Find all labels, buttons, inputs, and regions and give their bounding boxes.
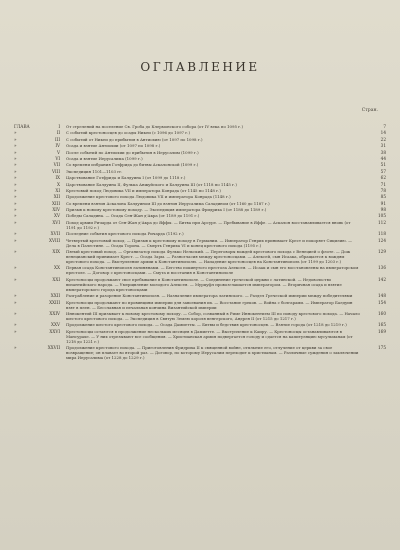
chapter-label: »	[14, 143, 17, 149]
page-number: 57	[380, 168, 386, 174]
chapter-number: XV	[53, 213, 60, 219]
chapter-title: Со времени взятия Аскалона Балдуином III до взятия Иерусалима Саладином (от 1160 до 1187 г.)	[66, 200, 270, 206]
toc-entry	[14, 130, 386, 135]
chapter-title: Четвертый крестовый поход. — Призыв к крестовому походу в Германии. — Император Генрих принимает Крест и покоряет Сицилию. — Дела в Палестине. — Осада Торона. — Смерть Генриха VI и конец крестового похода (1195 г.)	[66, 237, 352, 248]
toc-entry	[14, 124, 386, 129]
chapter-number: XIV	[52, 207, 60, 213]
chapter-title: Первая осада Константинополя латинянами. — Бегство покинутого престола Алексея. — Исаак и сын его восстановлены на императорском престоле. — Договор с крестоносцами. — Смута и восстания в Константинополе	[66, 265, 359, 276]
toc-entry	[14, 293, 386, 298]
chapter-title: Призыв к новому крестовому походу. — Экспедиция императора Фридриха I (от 1188 до 1189 г.)	[66, 207, 267, 213]
chapter-title: Осада и взятие Антиохии (от 1097 по 1098 г.)	[66, 143, 161, 149]
chapter-number: XVII	[50, 231, 60, 237]
chapter-title: После событий по Антиохии до прибытия в Иерусалим (1099 г.)	[66, 149, 199, 155]
chapter-label: »	[14, 265, 17, 271]
chapter-number: XX	[54, 265, 60, 271]
chapter-label: »	[14, 322, 17, 328]
page-number: 85	[380, 194, 386, 200]
chapter-number: XXVII	[47, 345, 60, 351]
chapter-label: »	[14, 130, 17, 136]
chapter-number: VII	[53, 162, 60, 168]
chapter-label: »	[14, 219, 17, 225]
chapter-number: XXVI	[49, 328, 60, 334]
page-number: 129	[378, 249, 386, 255]
toc-entry	[14, 345, 386, 360]
page-number: 142	[378, 276, 386, 282]
toc-entry	[14, 238, 386, 248]
page-number: 169	[378, 328, 386, 334]
chapter-label: »	[14, 299, 17, 305]
chapter-number: XXIII	[49, 299, 60, 305]
page-number: 136	[378, 265, 386, 271]
chapter-label: »	[14, 293, 17, 299]
toc-entry	[14, 201, 386, 206]
chapter-title: Крестоносцы продолжают по провинциям империи для завоевания их. — Восстание греков. — Война с болгарами. — Император Балдуин взят в плен. — Бесславная и печальная кончина Византийской империи	[66, 299, 353, 310]
chapter-title: Продолжение шестого крестового похода. — Осада Дамиетты. — Битвы и бедствия крестоносцев. — Взятие города (от 1218 до 1219 г.)	[66, 322, 347, 328]
page-number: 175	[378, 345, 386, 351]
page-number: 62	[380, 175, 386, 181]
chapter-label: »	[14, 194, 17, 200]
page-title: ОГЛАВЛЕНИЕ	[140, 60, 260, 74]
toc-entry	[14, 137, 386, 142]
page-number: 154	[378, 299, 386, 305]
chapter-number: XII	[53, 194, 60, 200]
toc-entry	[14, 182, 386, 187]
chapter-number: XXIV	[49, 310, 60, 316]
chapter-number: X	[57, 181, 60, 187]
toc-entry	[14, 249, 386, 264]
page-number: 160	[378, 310, 386, 316]
toc-entry	[14, 322, 386, 327]
chapter-label: »	[14, 175, 17, 181]
chapter-number: XXI	[52, 276, 60, 282]
page-number: 14	[380, 130, 386, 136]
chapter-label: »	[14, 200, 17, 206]
chapter-label: »	[14, 237, 17, 243]
chapter-label: »	[14, 168, 17, 174]
page-number: 51	[380, 162, 386, 168]
chapter-label: »	[14, 207, 17, 213]
chapter-title: Последние события крестового похода Ричарда (1192 г.)	[66, 231, 184, 237]
chapter-number: XVIII	[49, 237, 60, 243]
page-number: 105	[378, 213, 386, 219]
chapter-label: »	[14, 149, 17, 155]
chapter-label: »	[14, 231, 17, 237]
chapter-title: С событий крестоносцев до осады Никеи (с 1096 до 1097 г.)	[66, 130, 191, 136]
toc-entry	[14, 143, 386, 148]
page-number: 112	[378, 219, 386, 225]
toc-entry	[14, 207, 386, 212]
chapter-number: V	[56, 149, 60, 155]
chapter-label: »	[14, 181, 17, 187]
toc-entry	[14, 300, 386, 310]
chapter-title: С событий от Никеи до прибытия в Антиохию (от 1097 по 1098 г.)	[66, 136, 203, 142]
chapter-title: Царствование Готфрида и Балдуина I (от 1099 до 1118 г.)	[66, 175, 186, 181]
chapter-number: IV	[55, 143, 60, 149]
page-number: 98	[380, 207, 386, 213]
toc-entry	[14, 175, 386, 180]
chapter-title: Экспедиция 1101—1103 гг.	[66, 168, 123, 174]
toc-entry	[14, 277, 386, 292]
chapter-number: XIX	[52, 249, 60, 255]
chapter-label: »	[14, 328, 17, 334]
chapter-number: XIII	[52, 200, 60, 206]
chapter-number: IX	[55, 175, 60, 181]
chapter-number: II	[56, 130, 60, 136]
chapter-label: »	[14, 276, 17, 282]
toc-entry	[14, 265, 386, 275]
chapter-title: Иннокентий III призывает к новому крестовому походу. — Собор, созванный в Риме Иннокентием III по поводу крестового похода. — Начало шестого крестового похода. — Экспедиция в Святую Землю короля венгерского, Андрея II (от 1215 до 1217 г.)	[66, 310, 360, 321]
page-column-label: Стран.	[361, 108, 378, 113]
chapter-label: »	[14, 249, 17, 255]
page-number: 118	[378, 231, 386, 237]
chapter-label: »	[14, 136, 17, 142]
chapter-label: »	[14, 187, 17, 193]
page-number: 78	[380, 187, 386, 193]
page-number: 124	[378, 237, 386, 243]
toc-entry	[14, 311, 386, 321]
toc-entry	[14, 194, 386, 199]
chapter-label: »	[14, 213, 17, 219]
toc-entry	[14, 156, 386, 161]
page-number: 31	[380, 143, 386, 149]
toc-entry	[14, 169, 386, 174]
page-number: 22	[380, 136, 386, 142]
chapter-title: От стрелений на поселение Св. Гроба до Клермонского собора (от IV века по 1095 г.)	[66, 124, 243, 129]
chapter-number: XXV	[51, 322, 60, 328]
table-of-contents	[14, 124, 386, 362]
chapter-label: »	[14, 345, 17, 351]
chapter-title: Продолжение крестового похода. — Приготовления Фридриха II к священной войне, отплытие его, отлучение от церкви за свое возвращение; он плавает во второй раз. — Договор, по которому Иерусалим переходит к христианам. — Различные суждения о заключении мира Иерусалима (от 1228 до 1229 г.)	[66, 345, 359, 361]
chapter-title: Крестоносцы остаются в продолжение нескольких месяцев в Дамиетте. — Выступление к Каиру. — Крестоносцы останавливаются в Мансурахе. — У них отрезывают все сообщения. — Христианская армия подвергается голоду и сдается на капитуляцию мусульманам (от 1218 до 1221 г.)	[66, 328, 353, 344]
chapter-title: Разграбление и разорение Константинополя. — Назначение императора латинского. — Раздел Греческой империи между победителями	[66, 293, 353, 299]
toc-entry	[14, 162, 386, 167]
toc-entry	[14, 188, 386, 193]
chapter-title: Крестоносцы продолжают свое пребывание в Константинополе. — Соединение греческой церкви с латинской. — Недовольство византийского народа. — Умерщвление молодого Алексея. — Мурцуфл провозглашается императором. — Вторичная осада и взятие императорского города крестоносцами	[66, 276, 342, 292]
chapter-title: Пятый крестовый поход. — Организатор похода Фулько Нельский. — Переговоры вождей крестового похода с Венецией о флоте. — Дож венецианский принимает Крест. — Осада Зары. — Разногласия между крестоносцами. — Алексей, сын Исаака, обращается к вождям крестового похода. — Выступление армии к Константинополю. — Нападение крестоносцев на Константинополь (от 1199 до 1203 г.)	[66, 249, 351, 265]
page-number: 71	[380, 181, 386, 187]
page-number: 7	[383, 124, 386, 129]
toc-entry	[14, 231, 386, 236]
chapter-title: Победы Саладина. — Осада Сен-Жан д'Акра (от 1189 до 1191 г.)	[66, 213, 200, 219]
chapter-number: VI	[55, 155, 60, 161]
toc-entry	[14, 150, 386, 155]
toc-entry	[14, 213, 386, 218]
page-number: 165	[378, 322, 386, 328]
page-number: 38	[380, 149, 386, 155]
chapter-number: XVI	[52, 219, 60, 225]
chapter-title: Крестовый поход Людовика VII и императора Конрада (от 1145 по 1148 г.)	[66, 187, 221, 193]
chapter-title: Осада и взятие Иерусалима (1099 г.)	[66, 155, 143, 161]
chapter-title: Продолжение крестового похода Людовика VII и императора Конрада (1148 г.)	[66, 194, 231, 200]
page-number: 91	[380, 200, 386, 206]
chapter-label: »	[14, 310, 17, 316]
toc-entry	[14, 220, 386, 230]
chapter-label: »	[14, 155, 17, 161]
chapter-number: XI	[55, 187, 60, 193]
chapter-title: Со времени избрания Готфрида до битвы Аскалонской (1099 г.)	[66, 162, 199, 168]
chapter-number: XXII	[50, 293, 60, 299]
chapter-title: Царствование Балдуина II, Фулька Анжуйского и Балдуина III (от 1118 по 1145 г.)	[66, 181, 237, 187]
chapter-label: ГЛАВА	[14, 124, 30, 129]
toc-entry	[14, 329, 386, 344]
page-number: 148	[378, 293, 386, 299]
chapter-number: VIII	[52, 168, 60, 174]
page-number: 44	[380, 155, 386, 161]
chapter-number: III	[55, 136, 60, 142]
chapter-label: »	[14, 162, 17, 168]
chapter-number: I	[58, 124, 60, 129]
chapter-title: Поход армии Ричарда от Сен-Жан д'Акра до Яффы. — Битва при Арсуре. — Пребывание в Яффе. — Аскалон восстанавливается вновь (от 1191 до 1192 г.)	[66, 219, 351, 230]
